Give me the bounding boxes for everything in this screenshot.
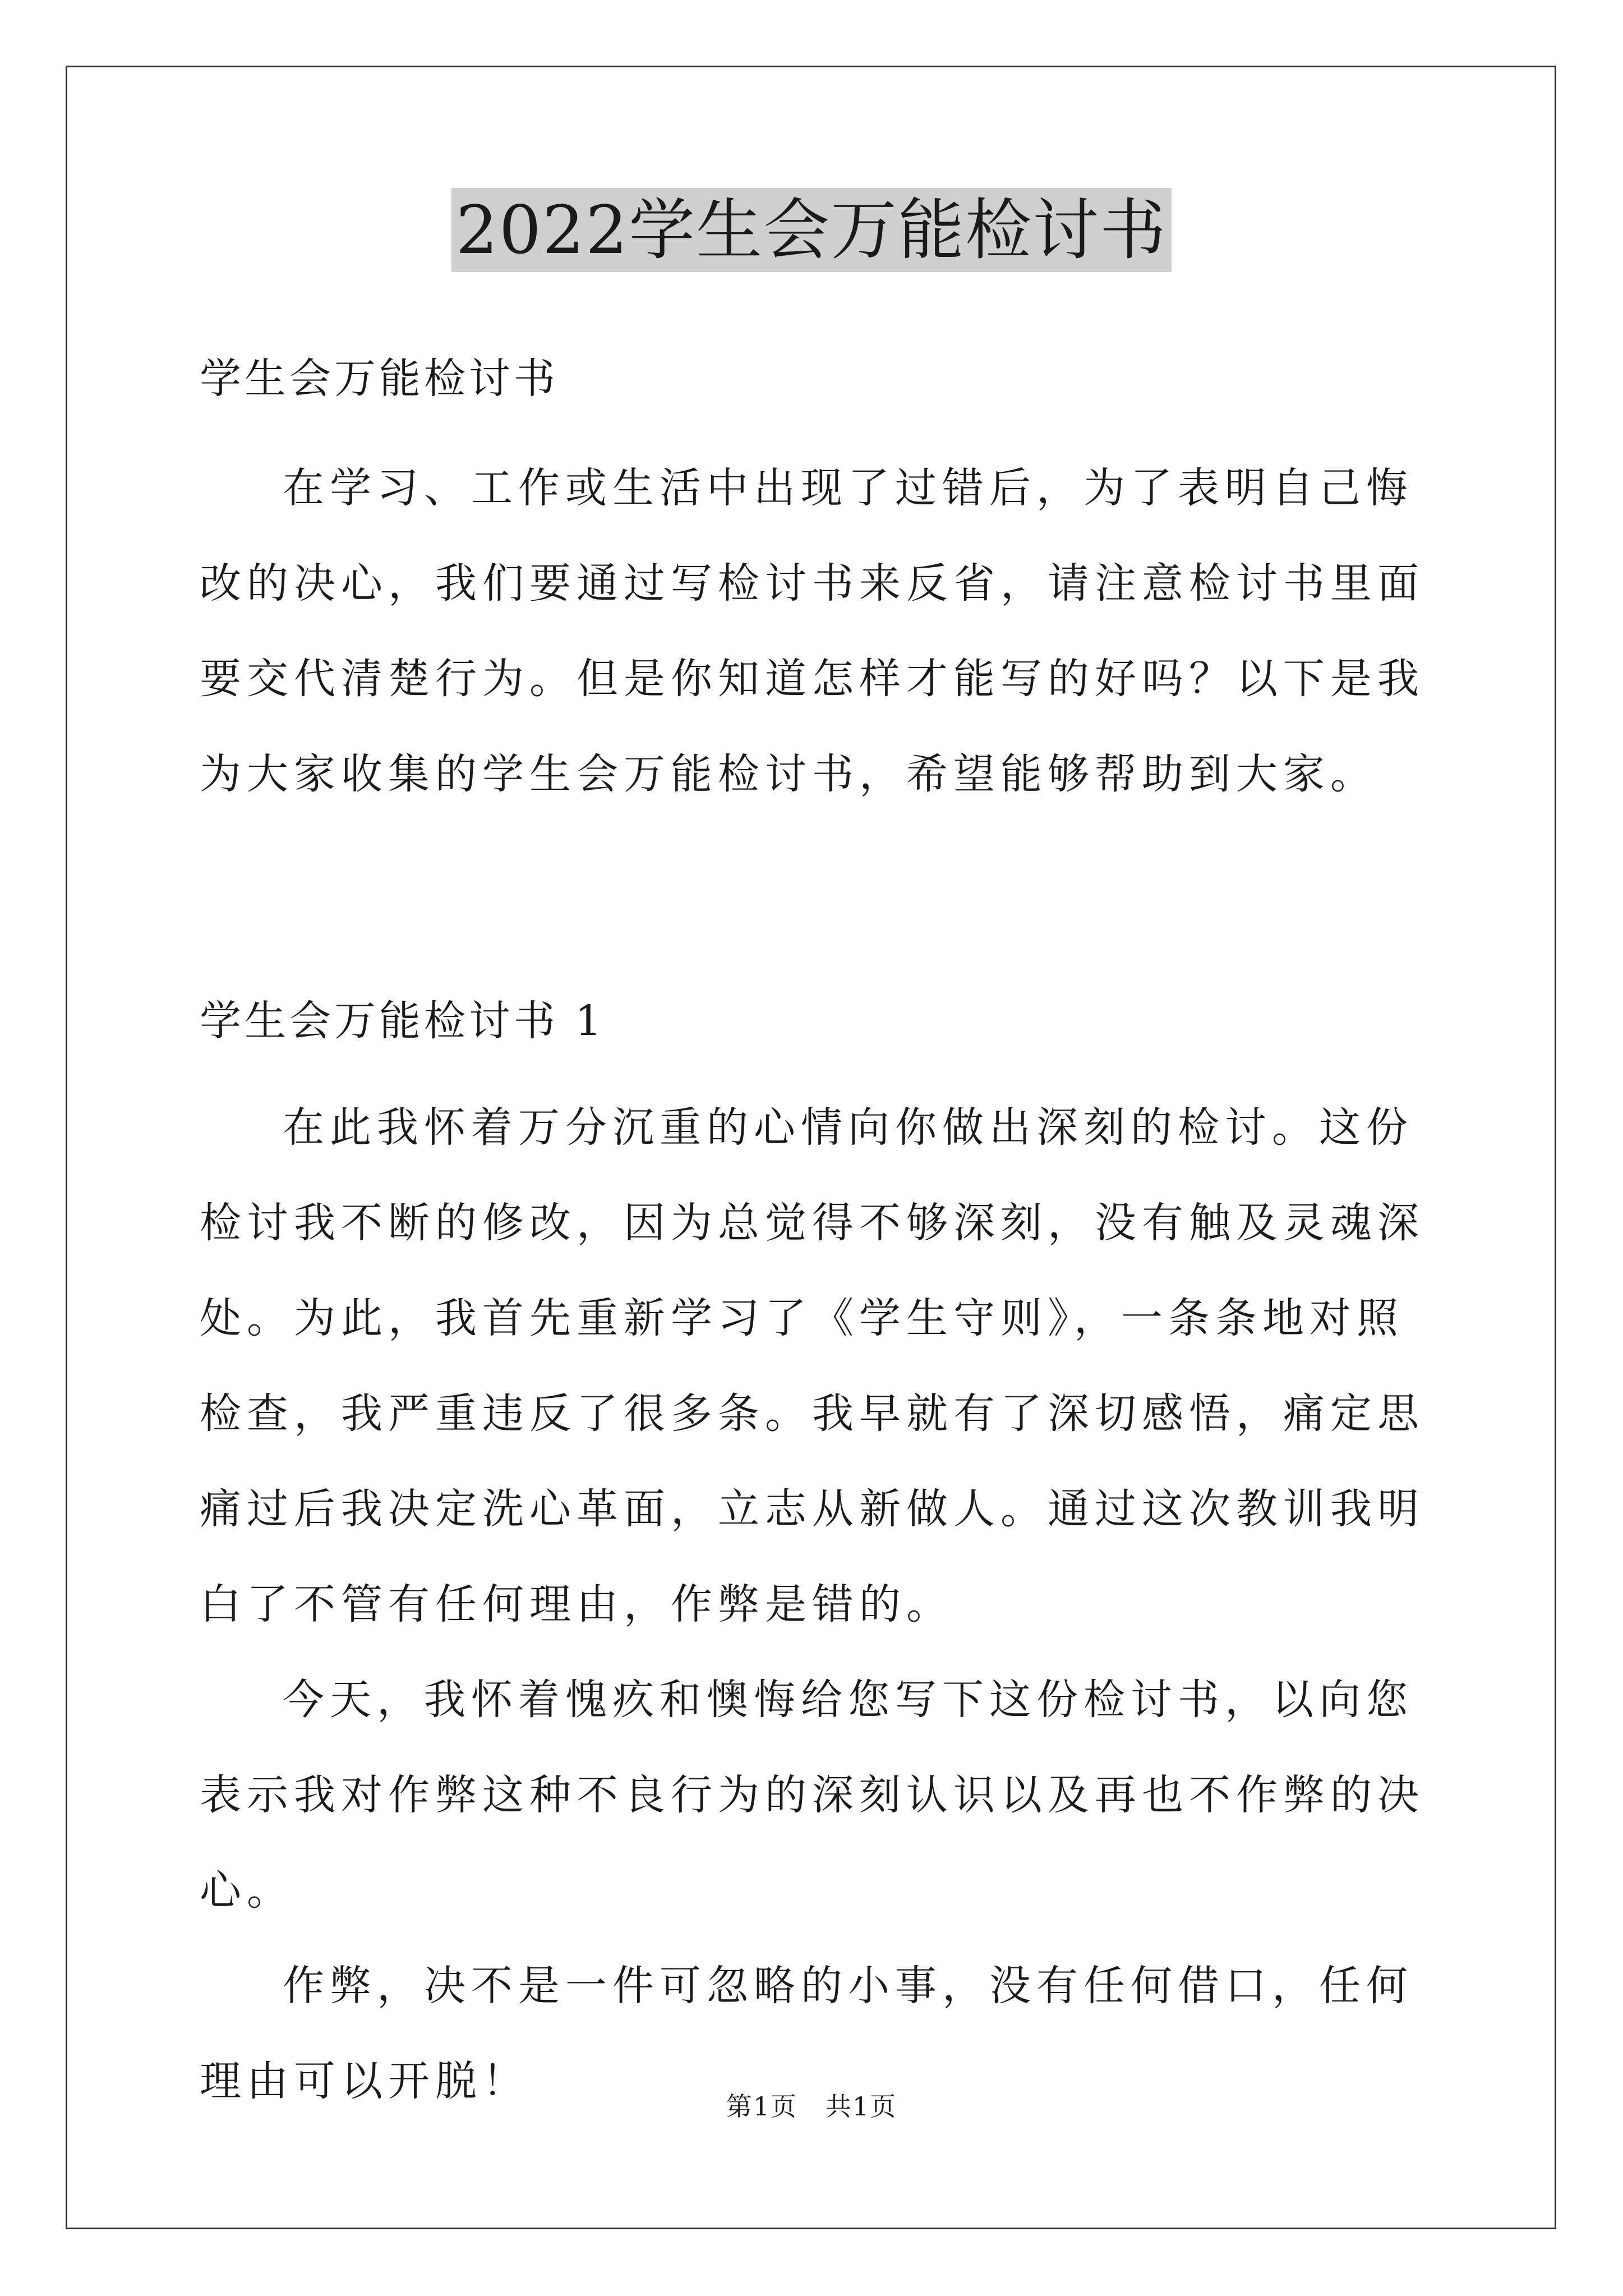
body-block	[200, 1080, 1433, 2129]
document-title: 2022学生会万能检讨书	[451, 188, 1172, 272]
intro-heading: 学生会万能检讨书	[200, 355, 559, 403]
body-paragraph-2: 今天，我怀着愧疚和懊悔给您写下这份检讨书，以向您表示我对作弊这种不良行为的深刻认识以及再也不作弊的决心。	[200, 1676, 1424, 1915]
intro-paragraph: 在学习、工作或生活中出现了过错后，为了表明自己悔改的决心，我们要通过写检讨书来反省，请注意检讨书里面要交代清楚行为。但是你知道怎样才能写的好吗？以下是我为大家收集的学生会万能检讨书，希望能够帮助到大家。	[200, 464, 1424, 798]
title-container	[0, 188, 1623, 272]
section-heading: 学生会万能检讨书 1	[200, 997, 605, 1045]
page-footer	[0, 2090, 1623, 2123]
intro-block	[200, 440, 1433, 822]
page-total: 共1页	[826, 2091, 897, 2122]
body-paragraph-1: 在此我怀着万分沉重的心情向你做出深刻的检讨。这份检讨我不断的修改，因为总觉得不够深刻，没有触及灵魂深处。为此，我首先重新学习了《学生守则》，一条条地对照检查，我严重违反了很多条。我早就有了深切感悟，痛定思痛过后我决定洗心革面，立志从新做人。通过这次教训我明白了不管有任何理由，作弊是错的。	[200, 1103, 1424, 1628]
body-paragraph-3: 作弊，决不是一件可忽略的小事，没有任何借口，任何理由可以开脱！	[200, 1962, 1413, 2105]
page-number: 第1页	[726, 2091, 797, 2122]
